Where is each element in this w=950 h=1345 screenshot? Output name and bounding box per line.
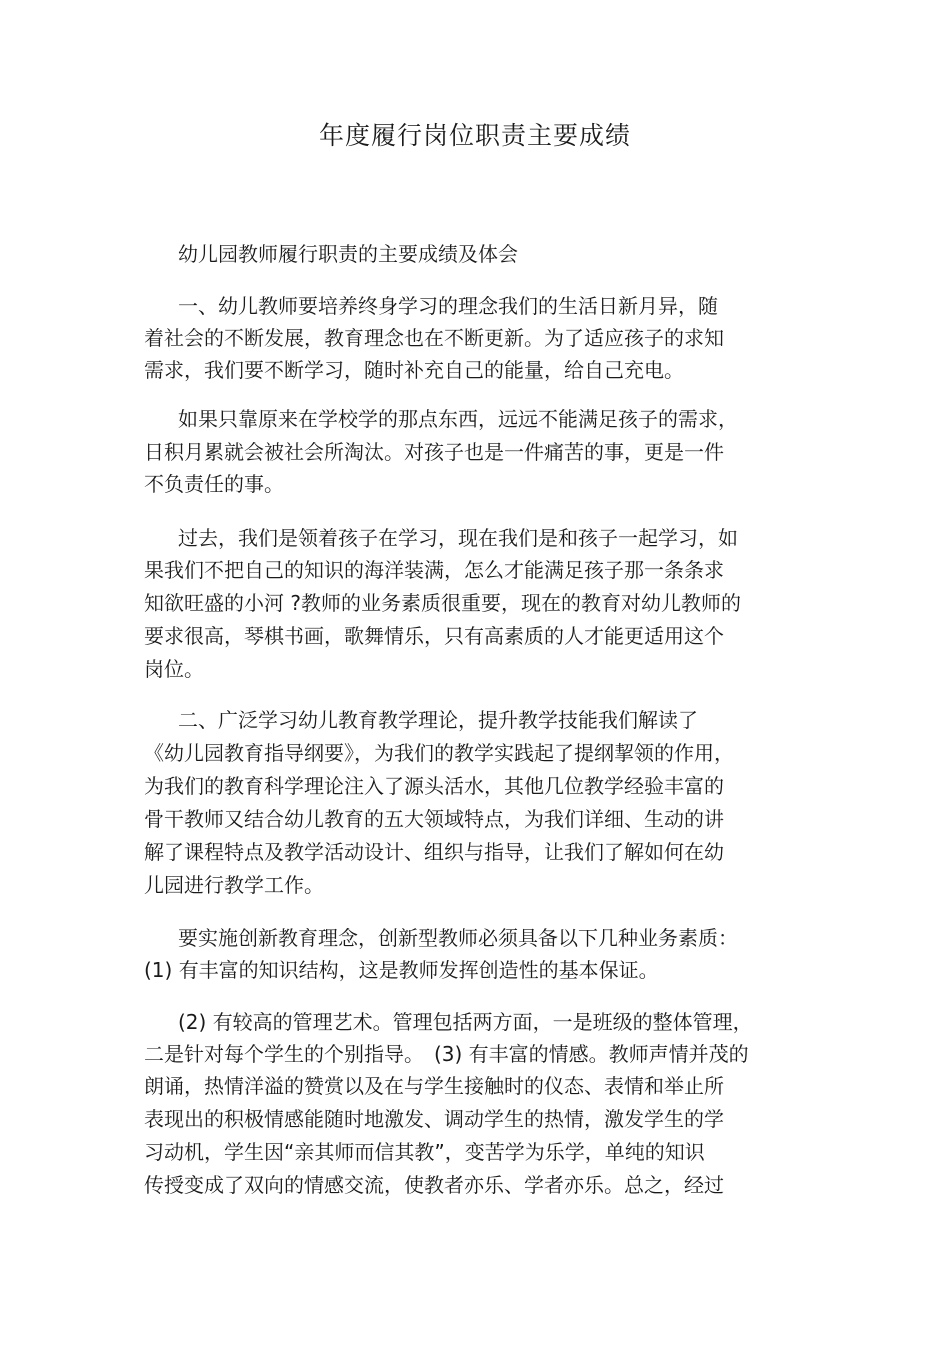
text-line: 传授变成了双向的情感交流，使教者亦乐、学者亦乐。总之，经过 bbox=[144, 1173, 724, 1197]
document-title: 年度履行岗位职责主要成绩 bbox=[318, 121, 631, 150]
text-line: 要实施创新教育理念，创新型教师必须具备以下几种业务素质： bbox=[178, 926, 738, 950]
text-line: 果我们不把自己的知识的海洋装满，怎么才能满足孩子那一条条求 bbox=[144, 558, 724, 582]
text-line: 二、广泛学习幼儿教育教学理论，提升教学技能我们解读了 bbox=[178, 708, 698, 732]
text-line: (2) 有较高的管理艺术。管理包括两方面，一是班级的整体管理， bbox=[178, 1010, 753, 1034]
text-line: 习动机，学生因“亲其师而信其教”，变苦学为乐学，单纯的知识 bbox=[144, 1140, 705, 1164]
text-line: 表现出的积极情感能随时地激发、调动学生的热情，激发学生的学 bbox=[144, 1107, 724, 1131]
text-line: 岗位。 bbox=[144, 657, 204, 681]
text-line: 知欲旺盛的小河 ?教师的业务素质很重要，现在的教育对幼儿教师的 bbox=[144, 591, 741, 615]
text-line: 儿园进行教学工作。 bbox=[144, 873, 324, 897]
text-line: (1) 有丰富的知识结构，这是教师发挥创造性的基本保证。 bbox=[144, 958, 659, 982]
text-line: 过去，我们是领着孩子在学习，现在我们是和孩子一起学习，如 bbox=[178, 526, 738, 550]
text-line: 二是针对每个学生的个别指导。 (3) 有丰富的情感。教师声情并茂的 bbox=[144, 1042, 749, 1066]
text-line: 一、幼儿教师要培养终身学习的理念我们的生活日新月异，随 bbox=[178, 294, 718, 318]
text-line: 需求，我们要不断学习，随时补充自己的能量，给自己充电。 bbox=[144, 358, 684, 382]
text-line: 着社会的不断发展，教育理念也在不断更新。为了适应孩子的求知 bbox=[144, 326, 724, 350]
text-line: 朗诵，热情洋溢的赞赏以及在与学生接触时的仪态、表情和举止所 bbox=[144, 1074, 724, 1098]
text-line: 日积月累就会被社会所淘汰。对孩子也是一件痛苦的事，更是一件 bbox=[144, 440, 724, 464]
text-line: 不负责任的事。 bbox=[144, 472, 284, 496]
text-line: 为我们的教育科学理论注入了源头活水，其他几位教学经验丰富的 bbox=[144, 774, 724, 798]
text-line: 《幼儿园教育指导纲要》，为我们的教学实践起了提纲挈领的作用， bbox=[144, 741, 734, 765]
text-line: 要求很高，琴棋书画，歌舞情乐，只有高素质的人才能更适用这个 bbox=[144, 624, 724, 648]
text-line: 解了课程特点及教学活动设计、组织与指导，让我们了解如何在幼 bbox=[144, 840, 724, 864]
text-line: 骨干教师又结合幼儿教育的五大领域特点，为我们详细、生动的讲 bbox=[144, 807, 724, 831]
section-heading: 幼儿园教师履行职责的主要成绩及体会 bbox=[178, 242, 518, 266]
text-line: 如果只靠原来在学校学的那点东西，远远不能满足孩子的需求， bbox=[178, 407, 738, 431]
